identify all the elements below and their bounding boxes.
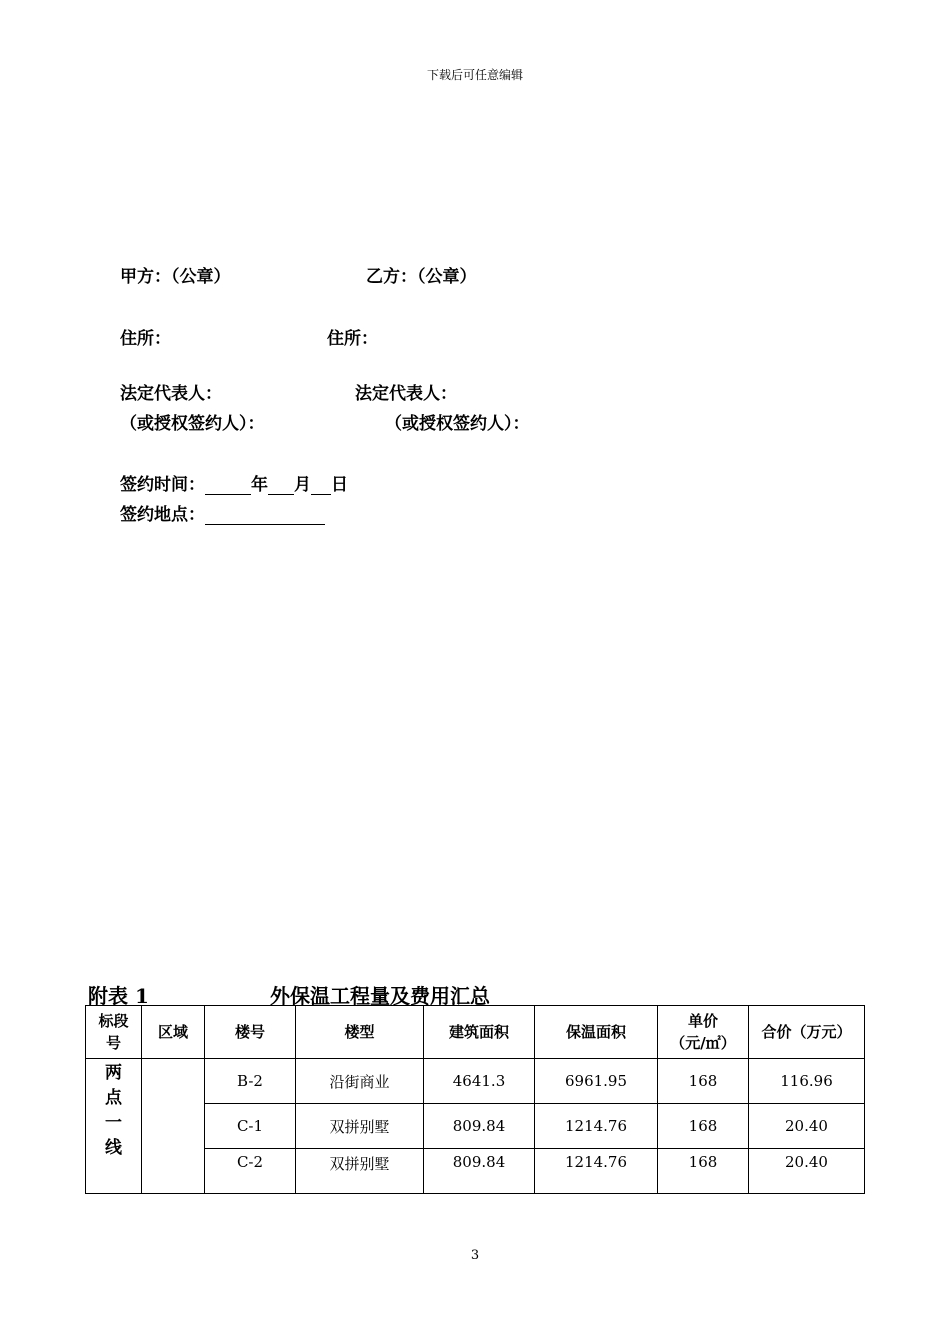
header-unit-price-line1: 单价 bbox=[687, 1012, 718, 1030]
day-blank bbox=[311, 477, 331, 495]
party-b-rep-label: 法定代表人： bbox=[355, 384, 457, 404]
cell-floor-area: 809.84 bbox=[424, 1149, 535, 1194]
page-number: 3 bbox=[470, 1248, 480, 1263]
header-area: 区域 bbox=[142, 1006, 205, 1059]
header-total: 合价（万元） bbox=[749, 1006, 865, 1059]
month-blank bbox=[268, 477, 294, 495]
table-row bbox=[86, 1059, 865, 1104]
cell-building-no: B-2 bbox=[205, 1059, 296, 1104]
signing-time-line bbox=[120, 470, 348, 495]
party-b-seal-label: 乙方：（公章） bbox=[366, 267, 477, 287]
year-blank bbox=[205, 477, 251, 495]
cell-floor-area: 809.84 bbox=[424, 1104, 535, 1149]
signing-time-label: 签约时间： bbox=[120, 475, 205, 495]
party-b-auth-label: （或授权签约人）： bbox=[385, 414, 530, 434]
party-b-address-label: 住所： bbox=[327, 329, 378, 349]
month-label: 月 bbox=[294, 475, 311, 495]
place-blank bbox=[205, 507, 325, 525]
signing-place-label: 签约地点： bbox=[120, 505, 205, 525]
header-unit-price-line2: （元/㎡） bbox=[670, 1034, 736, 1052]
cell-insulation-area: 1214.76 bbox=[535, 1149, 658, 1194]
cell-insulation-area: 6961.95 bbox=[535, 1059, 658, 1104]
header-insulation-area: 保温面积 bbox=[535, 1006, 658, 1059]
cell-unit-price: 168 bbox=[658, 1059, 749, 1104]
cell-total: 20.40 bbox=[749, 1149, 865, 1194]
annex-name: 外保温工程量及费用汇总 bbox=[270, 984, 490, 1008]
table-header-row bbox=[86, 1006, 865, 1059]
section-name: 两点一线 bbox=[105, 1063, 122, 1158]
party-a-address-label: 住所： bbox=[120, 329, 171, 349]
cell-insulation-area: 1214.76 bbox=[535, 1104, 658, 1149]
header-section-text: 标段号 bbox=[98, 1012, 129, 1052]
cell-unit-price: 168 bbox=[658, 1149, 749, 1194]
section-name-cell bbox=[86, 1059, 142, 1194]
annex-title: 附表 1 bbox=[88, 984, 149, 1008]
party-a-seal-label: 甲方：（公章） bbox=[120, 267, 231, 287]
header-unit-price bbox=[658, 1006, 749, 1059]
header-building-type: 楼型 bbox=[296, 1006, 424, 1059]
cell-building-no: C-1 bbox=[205, 1104, 296, 1149]
page-header: 下载后可任意编辑 bbox=[426, 68, 523, 82]
header-floor-area: 建筑面积 bbox=[424, 1006, 535, 1059]
cell-building-no: C-2 bbox=[205, 1149, 296, 1194]
party-a-rep-label: 法定代表人： bbox=[120, 384, 222, 404]
cell-unit-price: 168 bbox=[658, 1104, 749, 1149]
signing-place-line bbox=[120, 500, 325, 525]
summary-table bbox=[85, 1005, 865, 1194]
year-label: 年 bbox=[251, 475, 268, 495]
cell-building-type: 双拼别墅 bbox=[296, 1104, 424, 1149]
cell-total: 20.40 bbox=[749, 1104, 865, 1149]
party-a-auth-label: （或授权签约人）： bbox=[120, 414, 265, 434]
cell-total: 116.96 bbox=[749, 1059, 865, 1104]
cell-building-type: 沿街商业 bbox=[296, 1059, 424, 1104]
header-section bbox=[86, 1006, 142, 1059]
day-label: 日 bbox=[331, 475, 348, 495]
cell-floor-area: 4641.3 bbox=[424, 1059, 535, 1104]
header-building-no: 楼号 bbox=[205, 1006, 296, 1059]
area-cell bbox=[142, 1059, 205, 1194]
cell-building-type: 双拼别墅 bbox=[296, 1149, 424, 1194]
